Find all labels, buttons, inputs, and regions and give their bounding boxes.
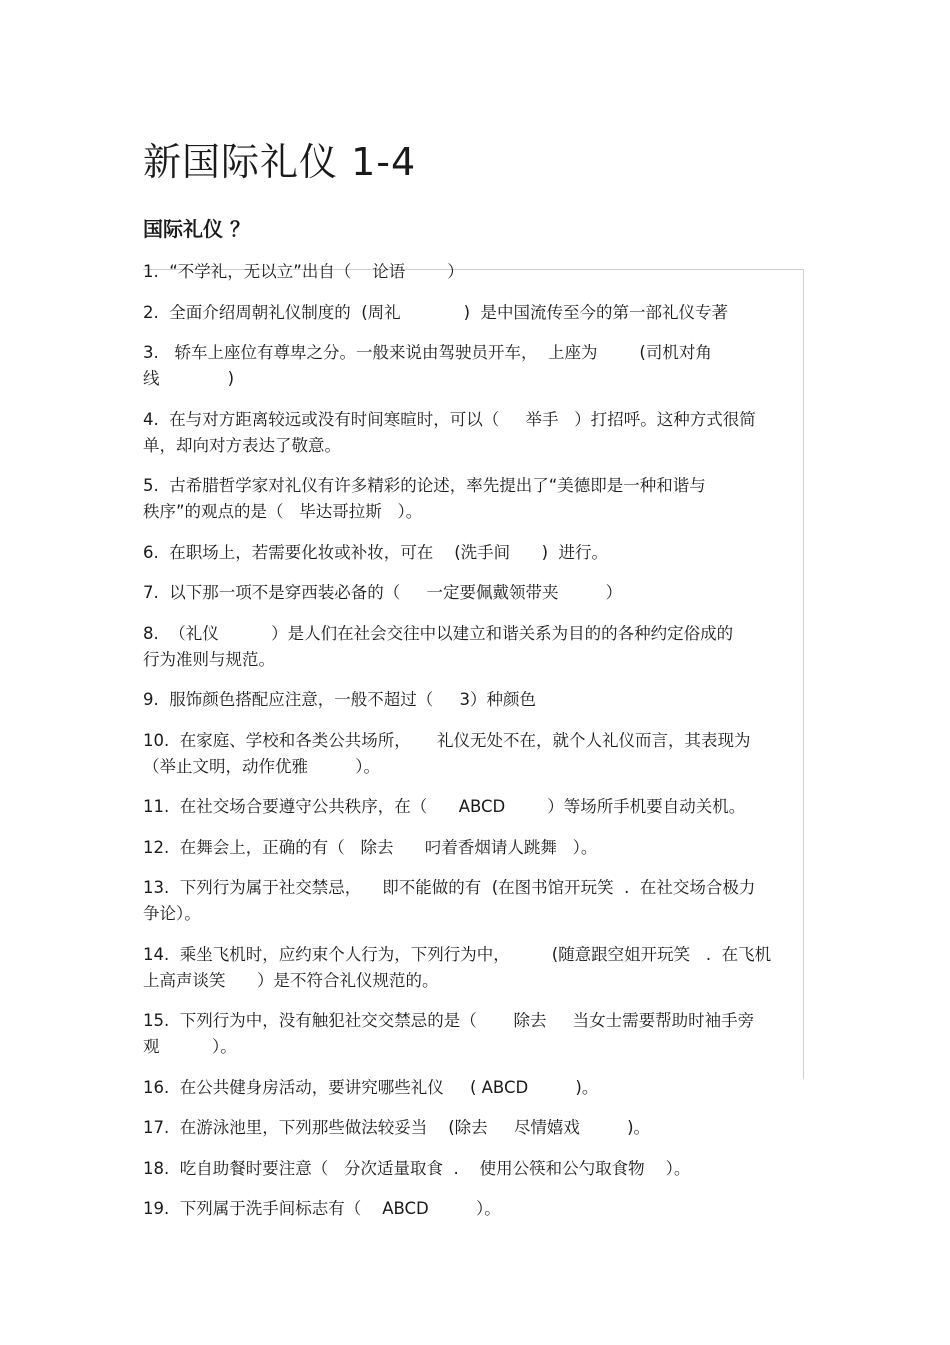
question-item: 16. 在公共健身房活动，要讲究哪些礼仪 ( ABCD )。 — [143, 1077, 599, 1097]
question-item: 8. （礼仪 ）是人们在社会交往中以建立和谐关系为目的的各种约定俗成的 行为准则与规范。 — [143, 623, 734, 669]
question-item: 17. 在游泳池里，下列那些做法较妥当 (除去 尽情嬉戏 )。 — [143, 1118, 651, 1137]
question-item: 11. 在社交场合要遵守公共秩序，在（ ABCD ）等场所手机要自动关机。 — [143, 797, 746, 816]
question-item: 1. “不学礼，无以立”出自（ 论语 ） — [143, 262, 464, 281]
question-item: 5. 古希腊哲学家对礼仪有许多精彩的论述，率先提出了“美德即是一种和谐与 秩序”的观点的是（ 毕达哥拉斯 ）。 — [143, 476, 706, 521]
question-item: 18. 吃自助餐时要注意（ 分次适量取食 . 使用公筷和公勺取食物 ）。 — [143, 1158, 691, 1178]
question-item: 14. 乘坐飞机时，应约束个人行为，下列行为中， (随意跟空姐开玩笑 . 在飞机 上高声谈笑 ）是不符合礼仪规范的。 — [143, 944, 772, 990]
question-item: 12. 在舞会上，正确的有（ 除去 叼着香烟请人跳舞 ）。 — [143, 837, 598, 857]
document-title: 新国际礼仪 1-4 — [143, 140, 417, 184]
question-item: 2. 全面介绍周朝礼仪制度的 (周礼 ) 是中国流传至今的第一部礼仪专著 — [143, 302, 729, 322]
question-item: 13. 下列行为属于社交禁忌， 即不能做的有 (在图书馆开玩笑 . 在社交场合极力 争论）。 — [143, 878, 756, 923]
question-item: 6. 在职场上，若需要化妆或补妆，可在 (洗手间 ) 进行。 — [143, 542, 609, 562]
question-item: 4. 在与对方距离较远或没有时间寒暄时，可以（ 举手 ）打招呼。这种方式很简 单，却向对方表达了敬意。 — [143, 409, 756, 455]
question-item: 10. 在家庭、学校和各类公共场所， 礼仪无处不在，就个人礼仪而言，其表现为 （举止文明，动作优雅 ）。 — [143, 730, 751, 776]
question-item: 7. 以下那一项不是穿西装必备的（ 一定要佩戴领带夹 ） — [143, 583, 623, 602]
question-item: 15. 下列行为中，没有触犯社交交禁忌的是（ 除去 当女士需要帮助时袖手旁 观 ）。 — [143, 1011, 755, 1056]
question-item: 19. 下列属于洗手间标志有（ ABCD ）。 — [143, 1199, 501, 1218]
question-list — [143, 259, 805, 1237]
document-subtitle: 国际礼仪 ？ — [143, 217, 250, 241]
question-item: 3. 轿车上座位有尊卑之分。一般来说由驾驶员开车， 上座为 (司机对角 线 ) — [143, 343, 712, 388]
question-item: 9. 服饰颜色搭配应注意，一般不超过（ 3）种颜色 — [143, 690, 536, 709]
